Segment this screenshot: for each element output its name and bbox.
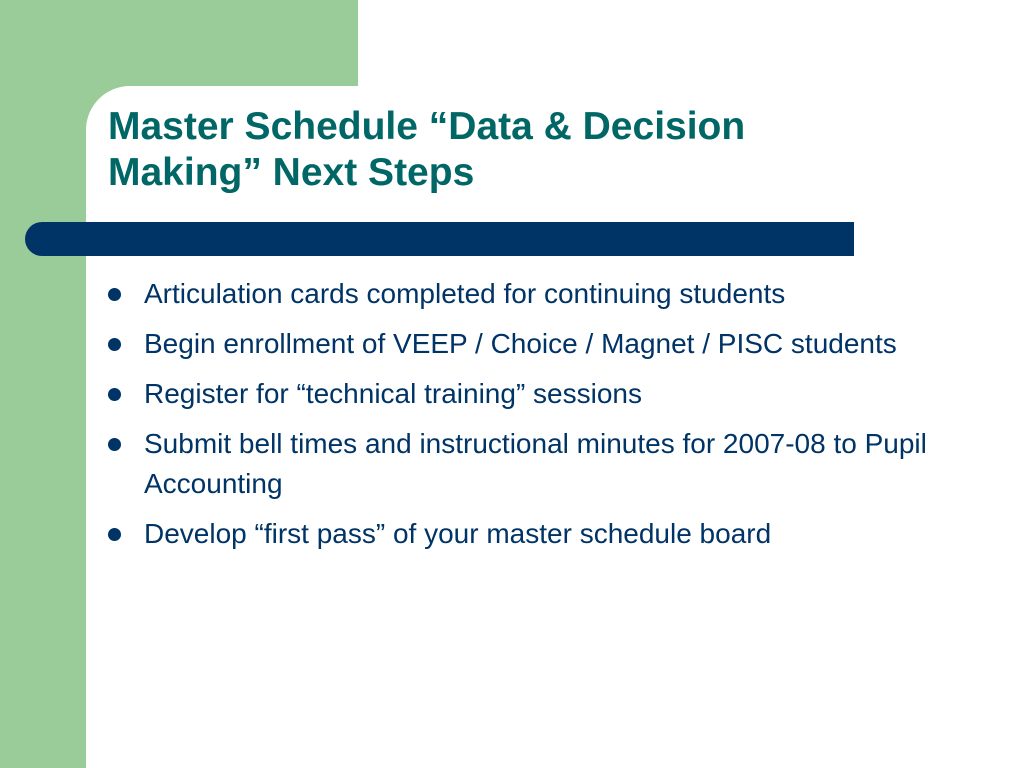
bullet-dot-icon [108, 324, 144, 364]
bullet-dot-icon [108, 274, 144, 314]
bullet-item [108, 324, 958, 364]
bullet-text: Develop “first pass” of your master schedule board [144, 518, 772, 549]
bullet-item [108, 424, 958, 504]
bullet-list [108, 274, 958, 564]
bullet-item [108, 274, 958, 314]
bullet-item [108, 514, 958, 554]
bullet-dot-icon [108, 374, 144, 414]
bullet-text: Submit bell times and instructional minutes for 2007-08 to Pupil Accounting [144, 428, 927, 499]
bullet-text: Register for “technical training” sessions [144, 378, 642, 409]
bullet-dot-icon [108, 424, 144, 464]
slide-title: Master Schedule “Data & Decision Making” Next Steps [108, 105, 746, 194]
bullet-item [108, 374, 958, 414]
bullet-dot-icon [108, 514, 144, 554]
title-divider-bar [25, 222, 854, 256]
bullet-text: Articulation cards completed for continuing students [144, 278, 786, 309]
bullet-text: Begin enrollment of VEEP / Choice / Magnet / PISC students [144, 328, 897, 359]
